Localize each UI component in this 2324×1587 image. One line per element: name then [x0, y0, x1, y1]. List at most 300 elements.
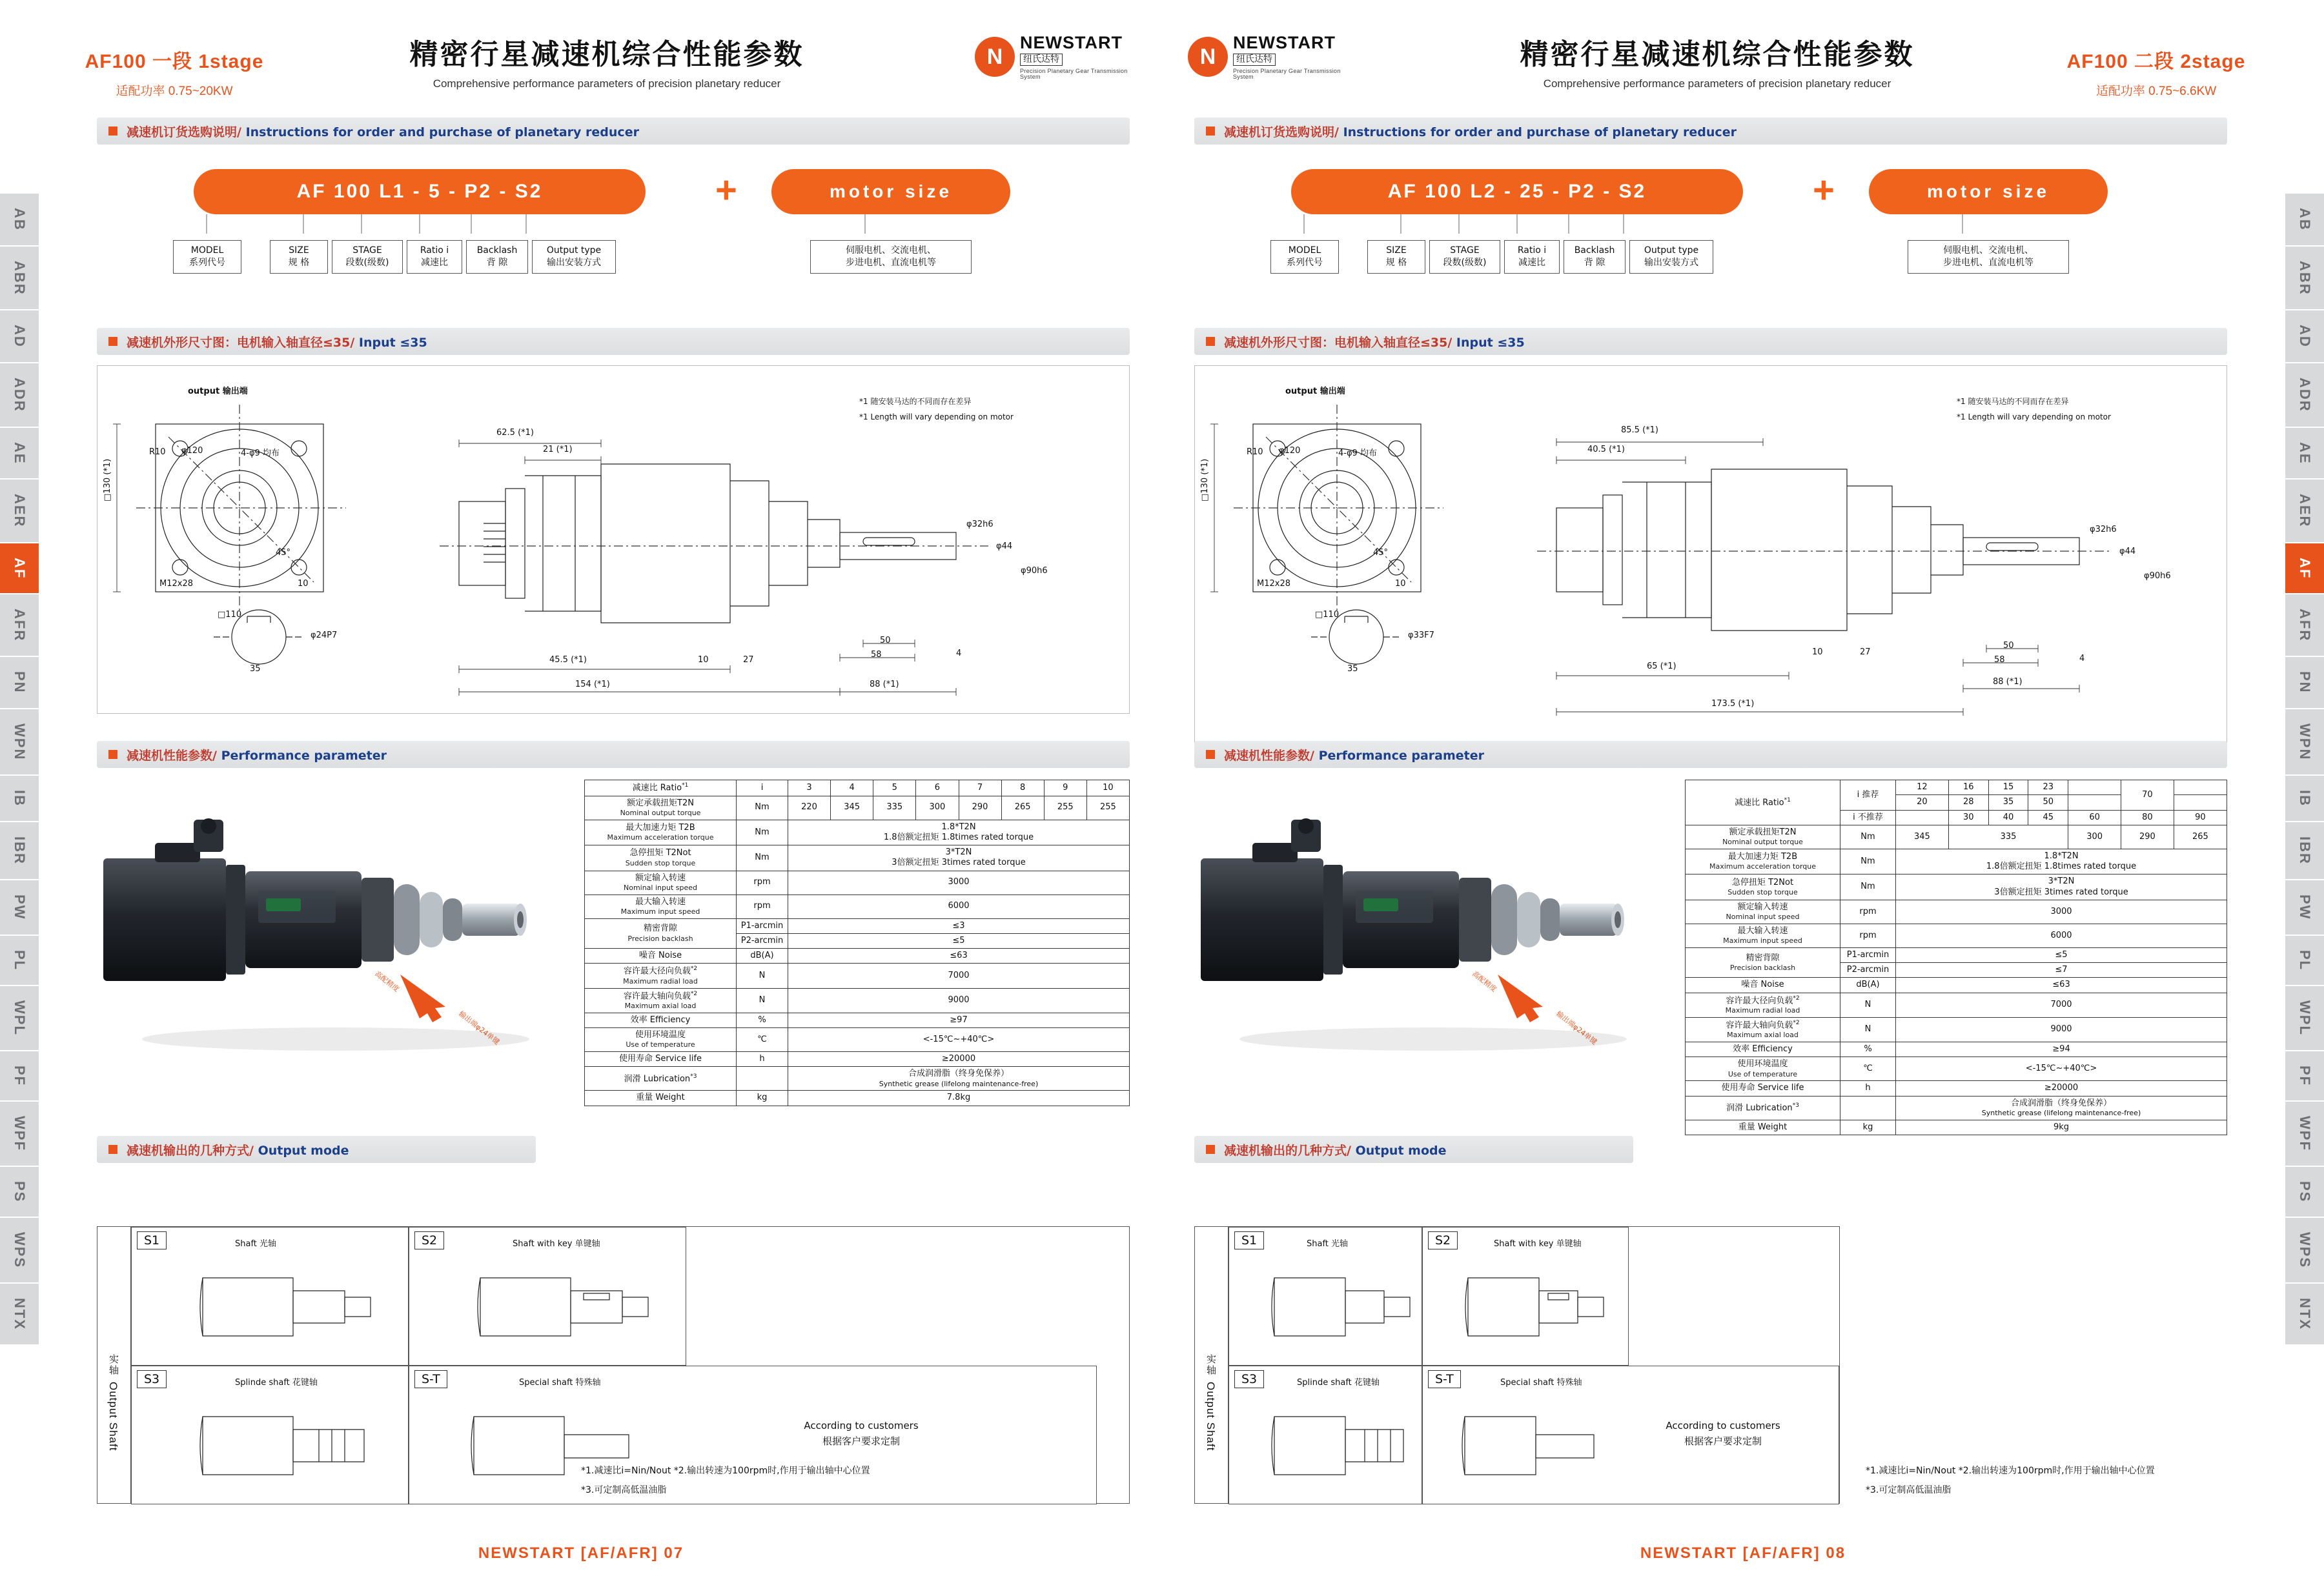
custom-order-note: According to customers 根据客户要求定制	[804, 1420, 919, 1447]
row-label-en: Use of temperature	[626, 1040, 695, 1049]
dim-holes-right: 4-φ9 均布	[1338, 449, 1377, 458]
section-marker-icon	[108, 750, 117, 759]
cell-value: 265	[1001, 796, 1044, 820]
table-row-ratio	[585, 780, 1130, 796]
sidebar-item-pf[interactable]: PF	[0, 1051, 39, 1102]
dim-10: 10	[698, 655, 709, 665]
dim-m12: M12x28	[159, 579, 193, 589]
sidebar-item-pl-r[interactable]: PL	[2285, 936, 2324, 986]
cell-value: ≤63	[1896, 978, 2227, 993]
row-label-cn: 使用寿命 Service life	[618, 1054, 702, 1064]
row-label-cn: 噪音 Noise	[1741, 980, 1784, 990]
row-unit: rpm	[737, 895, 788, 918]
row-label-en: Nominal input speed	[1726, 913, 1800, 921]
sidebar-item-pw-r[interactable]: PW	[2285, 880, 2324, 935]
order-code-leader-lines-right	[1278, 214, 2117, 240]
cell-value: 3*T2N	[2048, 876, 2075, 887]
sidebar-item-ib-r[interactable]: IB	[2285, 776, 2324, 822]
sidebar-item-wpn-r[interactable]: WPN	[2285, 709, 2324, 776]
row-label-cn: 精密背隙	[643, 924, 677, 934]
dim-shaftkey-right: φ33F7	[1408, 631, 1434, 640]
row-label-cn: 急停扭矩 T2Not	[1731, 877, 1794, 887]
sidebar-item-wps-r[interactable]: WPS	[2285, 1218, 2324, 1284]
table-row	[585, 1052, 1130, 1067]
cell-value: 6000	[788, 895, 1130, 918]
cell-value-sub: Synthetic grease (lifelong maintenance-free)	[879, 1079, 1039, 1088]
output-end-label: output 输出端	[188, 387, 248, 396]
section-order-en: Instructions for order and purchase of planetary reducer	[1338, 125, 1737, 139]
header-title-en: Comprehensive performance parameters of precision planetary reducer	[433, 77, 781, 90]
row-label-en: Maximum acceleration torque	[607, 833, 714, 842]
header-title-block	[362, 31, 852, 90]
row-unit: rpm	[1840, 900, 1896, 924]
row-label-en: Maximum acceleration torque	[1709, 862, 1817, 871]
sidebar-item-pn-r[interactable]: PN	[2285, 657, 2324, 709]
sidebar-item-aer[interactable]: AER	[0, 480, 39, 543]
output-mode-tag-s2: S2	[414, 1231, 444, 1249]
dim-90h6-right: φ90h6	[2144, 571, 2171, 581]
dim-pcd130-right: □130 (*1)	[1200, 458, 1210, 501]
row-label-en: Sudden stop torque	[1728, 887, 1798, 896]
table-row	[1686, 1017, 2227, 1042]
cell-value: 3000	[1896, 900, 2227, 924]
row-label-en: Maximum axial load	[624, 1002, 697, 1011]
row-label-en: Maximum axial load	[1727, 1031, 1799, 1040]
ratio-value: 20	[1896, 795, 1949, 810]
ratio-value-empty	[2068, 795, 2121, 810]
plus-icon: +	[1813, 169, 1835, 211]
ratio-value-empty	[2068, 780, 2121, 795]
vertical-label-en: Output Shaft	[107, 1382, 119, 1451]
code-box-stage: STAGE 段数(级数)	[332, 240, 403, 274]
row-label-cn: 使用环境温度	[635, 1030, 686, 1040]
dim-90h6: φ90h6	[1021, 566, 1048, 576]
ratio-value-empty	[2174, 795, 2227, 810]
page-title: AF100 一段 1stage 适配功率 0.75~20KW	[52, 45, 297, 99]
row-label-en: Nominal input speed	[623, 883, 698, 892]
dim-r10: R10	[149, 447, 166, 457]
dimension-drawing-panel	[97, 365, 1130, 714]
output-mode-name-st: Special shaft 特殊轴	[519, 1378, 601, 1388]
section-bar-output-mode	[97, 1136, 536, 1163]
cell-value: 1.8*T2N	[2044, 851, 2079, 861]
sidebar-item-ps[interactable]: PS	[0, 1167, 39, 1218]
footnote-1: *1.减速比i=Nin/Nout *2.输出转速为100rpm时,作用于输出轴中心位置	[581, 1466, 870, 1476]
cell-value: ≥94	[1896, 1042, 2227, 1057]
dim-58-right: 58	[1994, 655, 2005, 665]
row-unit: dB(A)	[737, 949, 788, 964]
row-unit: Nm	[1840, 874, 1896, 900]
section-marker-icon	[108, 337, 117, 346]
row-label-cn: 容许最大径向负载	[623, 966, 691, 976]
row-unit: P2-arcmin	[737, 933, 788, 948]
sidebar-item-ad-r[interactable]: AD	[2285, 310, 2324, 363]
section-order-en: Instructions for order and purchase of planetary reducer	[241, 125, 639, 139]
dim-32h6: φ32h6	[966, 520, 994, 529]
row-unit: ℃	[1840, 1057, 1896, 1081]
sidebar-item-ntx[interactable]: NTX	[0, 1284, 39, 1346]
row-label-en: Maximum input speed	[1723, 936, 1802, 945]
row-unit: dB(A)	[1840, 978, 1896, 993]
dim-27: 27	[743, 655, 754, 665]
dim-44: φ44	[996, 541, 1013, 551]
row-label-cn: 润滑 Lubrication	[1726, 1103, 1793, 1113]
section-perf-en: Performance parameter	[1314, 748, 1484, 763]
ratio-value: 60	[2068, 810, 2121, 825]
ratio-value: 80	[2121, 810, 2174, 825]
sidebar-item-abr[interactable]: ABR	[0, 247, 39, 311]
section-bar-performance-right	[1194, 741, 2227, 768]
ratio-value: 40	[1988, 810, 2028, 825]
sidebar-item-ae-r[interactable]: AE	[2285, 428, 2324, 480]
ratio-value: 90	[2174, 810, 2227, 825]
section-marker-icon	[1206, 337, 1215, 346]
row-sup: *2	[690, 965, 698, 973]
sidebar-item-afr-r[interactable]: AFR	[2285, 594, 2324, 657]
sidebar-item-wps[interactable]: WPS	[0, 1218, 39, 1284]
ratio-label: 减速比 Ratio	[1735, 797, 1784, 807]
dim-44-right: φ44	[2119, 547, 2136, 556]
output-mode-name-s1: Shaft 光轴	[1307, 1239, 1349, 1249]
dim-58: 58	[871, 650, 882, 660]
sidebar-item-pf-r[interactable]: PF	[2285, 1051, 2324, 1102]
table-row	[1686, 874, 2227, 900]
table-row	[585, 845, 1130, 871]
brand-tagline: Precision Planetary Gear Transmission System	[1233, 67, 1341, 81]
cell-value: 300	[916, 796, 959, 820]
sidebar-item-ib[interactable]: IB	[0, 776, 39, 822]
code-box-output-type: Output type 输出安装方式	[532, 240, 616, 274]
ratio-value: 45	[2028, 810, 2068, 825]
table-row	[585, 918, 1130, 933]
row-unit: P1-arcmin	[1840, 947, 1896, 962]
row-label-cn: 效率 Efficiency	[1733, 1044, 1793, 1055]
product-photo-1stage	[97, 781, 575, 1065]
page-footer-right: NEWSTART [AF/AFR] 08	[1640, 1544, 1846, 1562]
footnote-2-right: *3.可定制高低温油脂	[1866, 1485, 1952, 1495]
sidebar-item-ab-r[interactable]: AB	[2285, 194, 2324, 247]
ratio-value: 6	[916, 780, 959, 796]
sidebar-item-pl[interactable]: PL	[0, 936, 39, 986]
ratio-sup: *1	[682, 782, 689, 789]
row-label-en: Nominal output torque	[620, 808, 701, 817]
row-unit: Nm	[737, 820, 788, 845]
table-row	[585, 1067, 1130, 1091]
dim-27-right: 27	[1860, 647, 1871, 657]
output-mode-cell-s1	[131, 1227, 409, 1366]
row-label-cn: 润滑 Lubrication	[624, 1074, 691, 1084]
row-label-cn: 使用环境温度	[1737, 1059, 1788, 1069]
sidebar-item-ae[interactable]: AE	[0, 428, 39, 480]
row-label-cn: 精密背隙	[1746, 953, 1780, 963]
vertical-label-cn: 实轴	[1205, 1354, 1217, 1376]
ratio-value: 3	[788, 780, 831, 796]
sidebar-item-wpf[interactable]: WPF	[0, 1102, 39, 1167]
cell-value: 9000	[1896, 1017, 2227, 1042]
section-marker-icon	[1206, 126, 1215, 136]
section-marker-icon	[1206, 750, 1215, 759]
section-bar-order-right	[1194, 117, 2227, 145]
row-label-cn: 最大加速力矩 T2B	[1728, 852, 1798, 862]
row-unit: N	[737, 988, 788, 1013]
section-perf-en: Performance parameter	[216, 748, 387, 763]
footnote-2: *3.可定制高低温油脂	[581, 1485, 667, 1495]
output-mode-panel-right	[1194, 1226, 1840, 1504]
sidebar-item-wpl[interactable]: WPL	[0, 986, 39, 1051]
dim-top1: 62.5 (*1)	[496, 428, 534, 438]
sidebar-item-wpl-r[interactable]: WPL	[2285, 986, 2324, 1051]
sidebar-item-ps-r[interactable]: PS	[2285, 1167, 2324, 1218]
brand-tagline: Precision Planetary Gear Transmission System	[1020, 67, 1128, 81]
cell-value: ≤5	[788, 933, 1130, 948]
ratio-value: 15	[1988, 780, 2028, 795]
motor-size-pill-right[interactable]: motor size	[1869, 169, 2108, 214]
output-mode-cell-s3-right	[1228, 1366, 1422, 1504]
dim-phi120: φ120	[181, 446, 203, 456]
row-unit: Nm	[1840, 849, 1896, 874]
table-row	[585, 871, 1130, 895]
row-label-cn: 最大输入转速	[635, 896, 686, 907]
section-dim-en: Input ≤35	[354, 335, 427, 350]
brand-name-cn: 纽氏达特	[1233, 54, 1276, 66]
side-tab-rail-left-outer[interactable]	[0, 194, 39, 1346]
row-unit: P2-arcmin	[1840, 963, 1896, 978]
row-unit: rpm	[737, 871, 788, 895]
output-mode-tag-s1: S1	[1234, 1231, 1264, 1249]
brand-logo-right	[1188, 31, 1349, 83]
product-photo-2stage	[1194, 781, 1672, 1065]
ratio-value: 8	[1001, 780, 1044, 796]
sidebar-item-pw[interactable]: PW	[0, 880, 39, 935]
code-box-model: MODEL 系列代号	[173, 240, 241, 274]
dim-phi120-right: φ120	[1279, 446, 1301, 456]
brand-name: NEWSTART	[1020, 32, 1123, 52]
code-box-stage-right: STAGE 段数(级数)	[1429, 240, 1500, 274]
footnote-1-right: *1.减速比i=Nin/Nout *2.输出转速为100rpm时,作用于输出轴中心位置	[1866, 1466, 2155, 1476]
dim-45-5: 45.5 (*1)	[549, 655, 587, 665]
cell-value: <-15℃~+40℃>	[1896, 1057, 2227, 1081]
sidebar-item-afr[interactable]: AFR	[0, 594, 39, 657]
cell-value: 255	[1086, 796, 1129, 820]
code-box-backlash-right: Backlash 背 隙	[1564, 240, 1626, 274]
sidebar-item-ad[interactable]: AD	[0, 310, 39, 363]
dim-key-h: 10	[298, 579, 309, 589]
output-mode-name-s2: Shaft with key 单键轴	[513, 1239, 600, 1249]
row-unit: P1-arcmin	[737, 918, 788, 933]
row-unit	[737, 1067, 788, 1091]
table-row	[585, 949, 1130, 964]
ratio-unit: i	[737, 780, 788, 796]
cell-value: ≥20000	[788, 1052, 1130, 1067]
sidebar-item-ab[interactable]: AB	[0, 194, 39, 247]
cell-value: 265	[2174, 825, 2227, 849]
cell-value: ≥97	[788, 1013, 1130, 1027]
order-code-leader-lines	[181, 214, 1020, 240]
output-mode-name-s1: Shaft 光轴	[235, 1239, 277, 1249]
dim-key-w-right: 35	[1347, 664, 1358, 674]
code-box-backlash: Backlash 背 隙	[466, 240, 528, 274]
cell-value: 1.8*T2N	[941, 822, 976, 832]
row-unit: h	[737, 1052, 788, 1067]
dim-key-h-right: 10	[1395, 579, 1406, 589]
ratio-value-empty	[2174, 780, 2227, 795]
row-label-en: Maximum input speed	[620, 907, 700, 916]
order-code-pill-right[interactable]: AF 100 L2 - 25 - P2 - S2	[1291, 169, 1743, 214]
section-order-cn: 减速机订货选购说明/	[127, 125, 241, 139]
code-box-ratio: Ratio i 减速比	[407, 240, 462, 274]
cell-value: 9kg	[1896, 1120, 2227, 1135]
output-mode-cell-s2-right	[1422, 1227, 1629, 1366]
cell-value: ≤7	[1896, 963, 2227, 978]
dim-m12-right: M12x28	[1257, 579, 1290, 589]
row-label-en: Maximum radial load	[623, 976, 698, 986]
ratio-unit-rec: i 推荐	[1840, 780, 1896, 811]
output-shaft-vertical-label-right	[1195, 1227, 1228, 1503]
cell-value: 合成润滑脂（终身免保养）	[2010, 1098, 2112, 1108]
order-code-pill[interactable]: AF 100 L1 - 5 - P2 - S2	[194, 169, 646, 214]
side-tab-rail-right-outer[interactable]	[2285, 194, 2324, 1346]
page-right	[1162, 0, 2324, 1587]
table-row	[585, 1091, 1130, 1106]
row-label-cn: 重量 Weight	[636, 1093, 685, 1103]
row-label-en: Maximum radial load	[1725, 1006, 1800, 1015]
section-out-cn: 减速机输出的几种方式/	[127, 1143, 254, 1158]
sidebar-item-aer-r[interactable]: AER	[2285, 480, 2324, 543]
row-label-cn: 噪音 Noise	[638, 951, 682, 961]
table-row	[1686, 1081, 2227, 1096]
header-title-block-right	[1472, 31, 1962, 90]
cell-value: 335	[1948, 825, 2068, 849]
page-title-right: AF100 二段 2stage 适配功率 0.75~6.6KW	[2027, 45, 2285, 99]
dim-50-right: 50	[2003, 641, 2014, 651]
dim-88-right: 88 (*1)	[1993, 677, 2023, 687]
sidebar-item-af[interactable]: AF	[0, 543, 39, 594]
svg-text:高配精度: 高配精度	[373, 969, 401, 994]
output-mode-tag-s3: S3	[137, 1370, 167, 1388]
dim-sq110-right: □110	[1315, 610, 1340, 620]
ratio-value: 30	[1948, 810, 1988, 825]
table-row	[1686, 947, 2227, 962]
row-label-cn: 最大加速力矩 T2B	[626, 822, 695, 833]
drawing-note-2-right: *1 Length will vary depending on motor	[1957, 412, 2111, 421]
ratio-label: 减速比 Ratio	[632, 783, 682, 793]
drawing-note-2: *1 Length will vary depending on motor	[859, 412, 1014, 421]
row-label-cn: 额定输入转速	[635, 873, 686, 883]
dim-pcd130: □130 (*1)	[103, 458, 112, 501]
code-box-model-right: MODEL 系列代号	[1270, 240, 1339, 274]
dim-angle: 45°	[276, 548, 291, 558]
drawing-note-1-right: *1 随安装马达的不同而存在差异	[1957, 397, 2069, 406]
section-out-en: Output mode	[1351, 1143, 1447, 1158]
dim-sq110: □110	[218, 610, 242, 620]
table-row	[1686, 1057, 2227, 1081]
motor-size-pill[interactable]: motor size	[771, 169, 1010, 214]
section-order-cn: 减速机订货选购说明/	[1224, 125, 1339, 139]
header-title-cn: 精密行星减速机综合性能参数	[1520, 38, 1915, 71]
dim-10-right: 10	[1812, 647, 1823, 657]
row-unit: h	[1840, 1081, 1896, 1096]
newstart-logo-icon: N	[1188, 37, 1228, 77]
section-bar-dimensions	[97, 328, 1130, 355]
ratio-value: 5	[873, 780, 916, 796]
brand-logo-left	[975, 31, 1136, 83]
row-unit	[1840, 1096, 1896, 1120]
plus-icon: +	[715, 169, 737, 211]
row-unit: ℃	[737, 1028, 788, 1052]
svg-text:输出端φ24单键: 输出端φ24单键	[1554, 1009, 1599, 1047]
table-row	[1686, 1042, 2227, 1057]
cell-value: 335	[873, 796, 916, 820]
cell-value: 345	[831, 796, 873, 820]
section-marker-icon	[1206, 1145, 1215, 1154]
table-row	[585, 964, 1130, 988]
ratio-unit-notrec: i 不推荐	[1840, 810, 1896, 825]
sidebar-item-wpf-r[interactable]: WPF	[2285, 1102, 2324, 1167]
ratio-value: 23	[2028, 780, 2068, 795]
table-row-ratio-1	[1686, 780, 2227, 795]
row-label-cn: 重量 Weight	[1738, 1122, 1788, 1132]
cell-value: ≥20000	[1896, 1081, 2227, 1096]
dim-154: 154 (*1)	[575, 680, 610, 689]
row-unit: kg	[1840, 1120, 1896, 1135]
output-mode-cell-st-right	[1422, 1366, 1839, 1504]
sidebar-item-ntx-r[interactable]: NTX	[2285, 1284, 2324, 1346]
table-row	[585, 895, 1130, 918]
cell-value-sub: Synthetic grease (lifelong maintenance-free)	[1981, 1108, 2141, 1117]
section-marker-icon	[108, 126, 117, 136]
sidebar-item-pn[interactable]: PN	[0, 657, 39, 709]
output-mode-tag-s3: S3	[1234, 1370, 1264, 1388]
drawing-note-1: *1 随安装马达的不同而存在差异	[859, 397, 972, 406]
dim-4-right: 4	[2079, 654, 2085, 663]
table-row	[585, 820, 1130, 845]
table-row	[585, 1028, 1130, 1052]
row-label-cn: 容许最大轴向负载	[623, 991, 691, 1001]
dim-173-right: 173.5 (*1)	[1711, 699, 1755, 709]
sidebar-item-ibr-r[interactable]: IBR	[2285, 822, 2324, 880]
brand-name-cn: 纽氏达特	[1020, 54, 1063, 66]
table-row	[1686, 900, 2227, 924]
sidebar-item-adr[interactable]: ADR	[0, 363, 39, 428]
ratio-value: 12	[1896, 780, 1949, 795]
svg-text:高配精度: 高配精度	[1471, 969, 1498, 994]
row-label-en: Use of temperature	[1728, 1069, 1798, 1078]
sidebar-item-ibr[interactable]: IBR	[0, 822, 39, 880]
dim-holes: 4-φ9 均布	[241, 449, 280, 458]
row-label-en: Nominal output torque	[1722, 838, 1803, 846]
vertical-label-en-right: Output Shaft	[1205, 1382, 1217, 1451]
row-label-cn: 效率 Efficiency	[630, 1015, 691, 1025]
sidebar-item-wpn[interactable]: WPN	[0, 709, 39, 776]
ratio-value-70: 70	[2121, 780, 2174, 811]
row-label-cn: 额定承载扭矩T2N	[627, 798, 694, 808]
row-label-cn: 使用寿命 Service life	[1721, 1083, 1804, 1093]
row-sup: *2	[1793, 995, 1800, 1002]
sidebar-item-adr-r[interactable]: ADR	[2285, 363, 2324, 428]
sidebar-item-abr-r[interactable]: ABR	[2285, 247, 2324, 311]
row-unit: rpm	[1840, 924, 1896, 947]
row-unit: N	[737, 964, 788, 988]
row-unit: N	[1840, 1017, 1896, 1042]
svg-text:输出端φ24单键: 输出端φ24单键	[457, 1009, 502, 1047]
row-label-cn: 容许最大径向负载	[1726, 995, 1793, 1006]
output-mode-name-s3: Splinde shaft 花键轴	[1297, 1378, 1380, 1388]
dim-top1-right: 85.5 (*1)	[1621, 425, 1658, 435]
output-mode-tag-st: S-T	[414, 1370, 447, 1388]
dim-shaftkey: φ24P7	[311, 631, 338, 640]
code-box-output-type-right: Output type 输出安装方式	[1629, 240, 1713, 274]
sidebar-item-af-r[interactable]: AF	[2285, 543, 2324, 594]
